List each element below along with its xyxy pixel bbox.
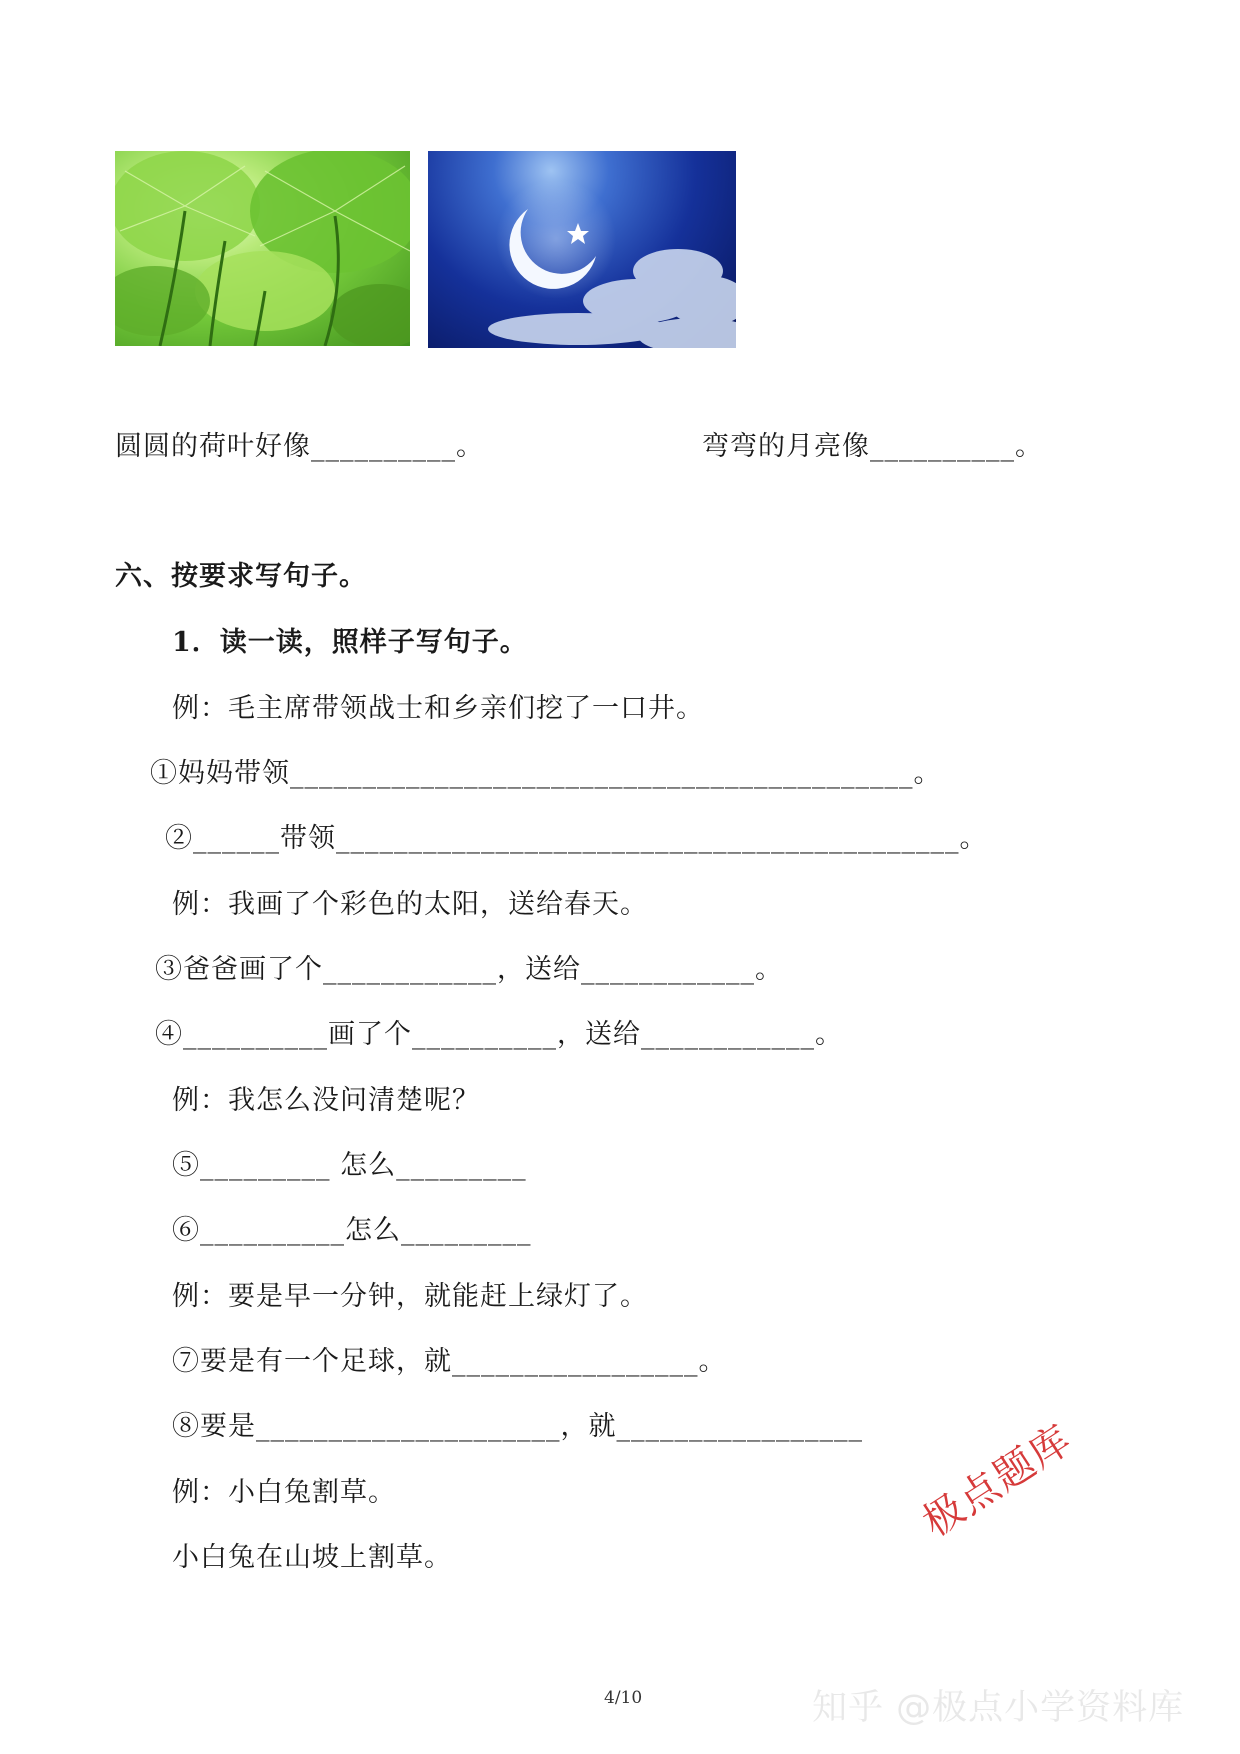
exercise-line: ⑧要是_____________________，就_________________ (172, 1411, 863, 1442)
crescent-moon-image (428, 151, 736, 348)
page-number: 4/10 (604, 1688, 643, 1708)
example-line: 例：我怎么没问清楚呢？ (172, 1085, 480, 1116)
section-title: 六、按要求写句子。 (115, 561, 367, 592)
lotus-leaves-image (115, 151, 410, 346)
zhihu-watermark: 知乎 @极点小学资料库 (812, 1688, 1185, 1728)
lotus-leaves-illustration (115, 151, 410, 346)
example-line: 例：小白兔割草。 (172, 1477, 396, 1508)
exercise-line: ①妈妈带领___________________________________________。 (150, 758, 942, 789)
example-line: 例：要是早一分钟，就能赶上绿灯了。 (172, 1281, 648, 1312)
crescent-moon-illustration (428, 151, 736, 348)
exercise-line: ③爸爸画了个____________，送给____________。 (155, 954, 783, 985)
exercise-line: ⑥__________怎么_________ (172, 1215, 532, 1246)
fill-blank-lotus: 圆圆的荷叶好像__________。 (115, 431, 484, 462)
exercise-line: ②______带领___________________________________________。 (165, 823, 988, 854)
subsection-title: 1．读一读，照样子写句子。 (172, 627, 528, 658)
fill-blank-moon: 弯弯的月亮像__________。 (702, 431, 1043, 462)
exercise-line: ⑦要是有一个足球，就_________________。 (172, 1346, 727, 1377)
example-line: 例：毛主席带领战士和乡亲们挖了一口井。 (172, 693, 704, 724)
exercise-line: ④__________画了个__________，送给____________。 (155, 1019, 843, 1050)
example-line: 例：我画了个彩色的太阳，送给春天。 (172, 889, 648, 920)
stamp-watermark: 极点题库 (914, 1416, 1081, 1547)
example-line: 小白兔在山坡上割草。 (172, 1542, 452, 1573)
exercise-line: ⑤_________ 怎么_________ (172, 1150, 527, 1181)
